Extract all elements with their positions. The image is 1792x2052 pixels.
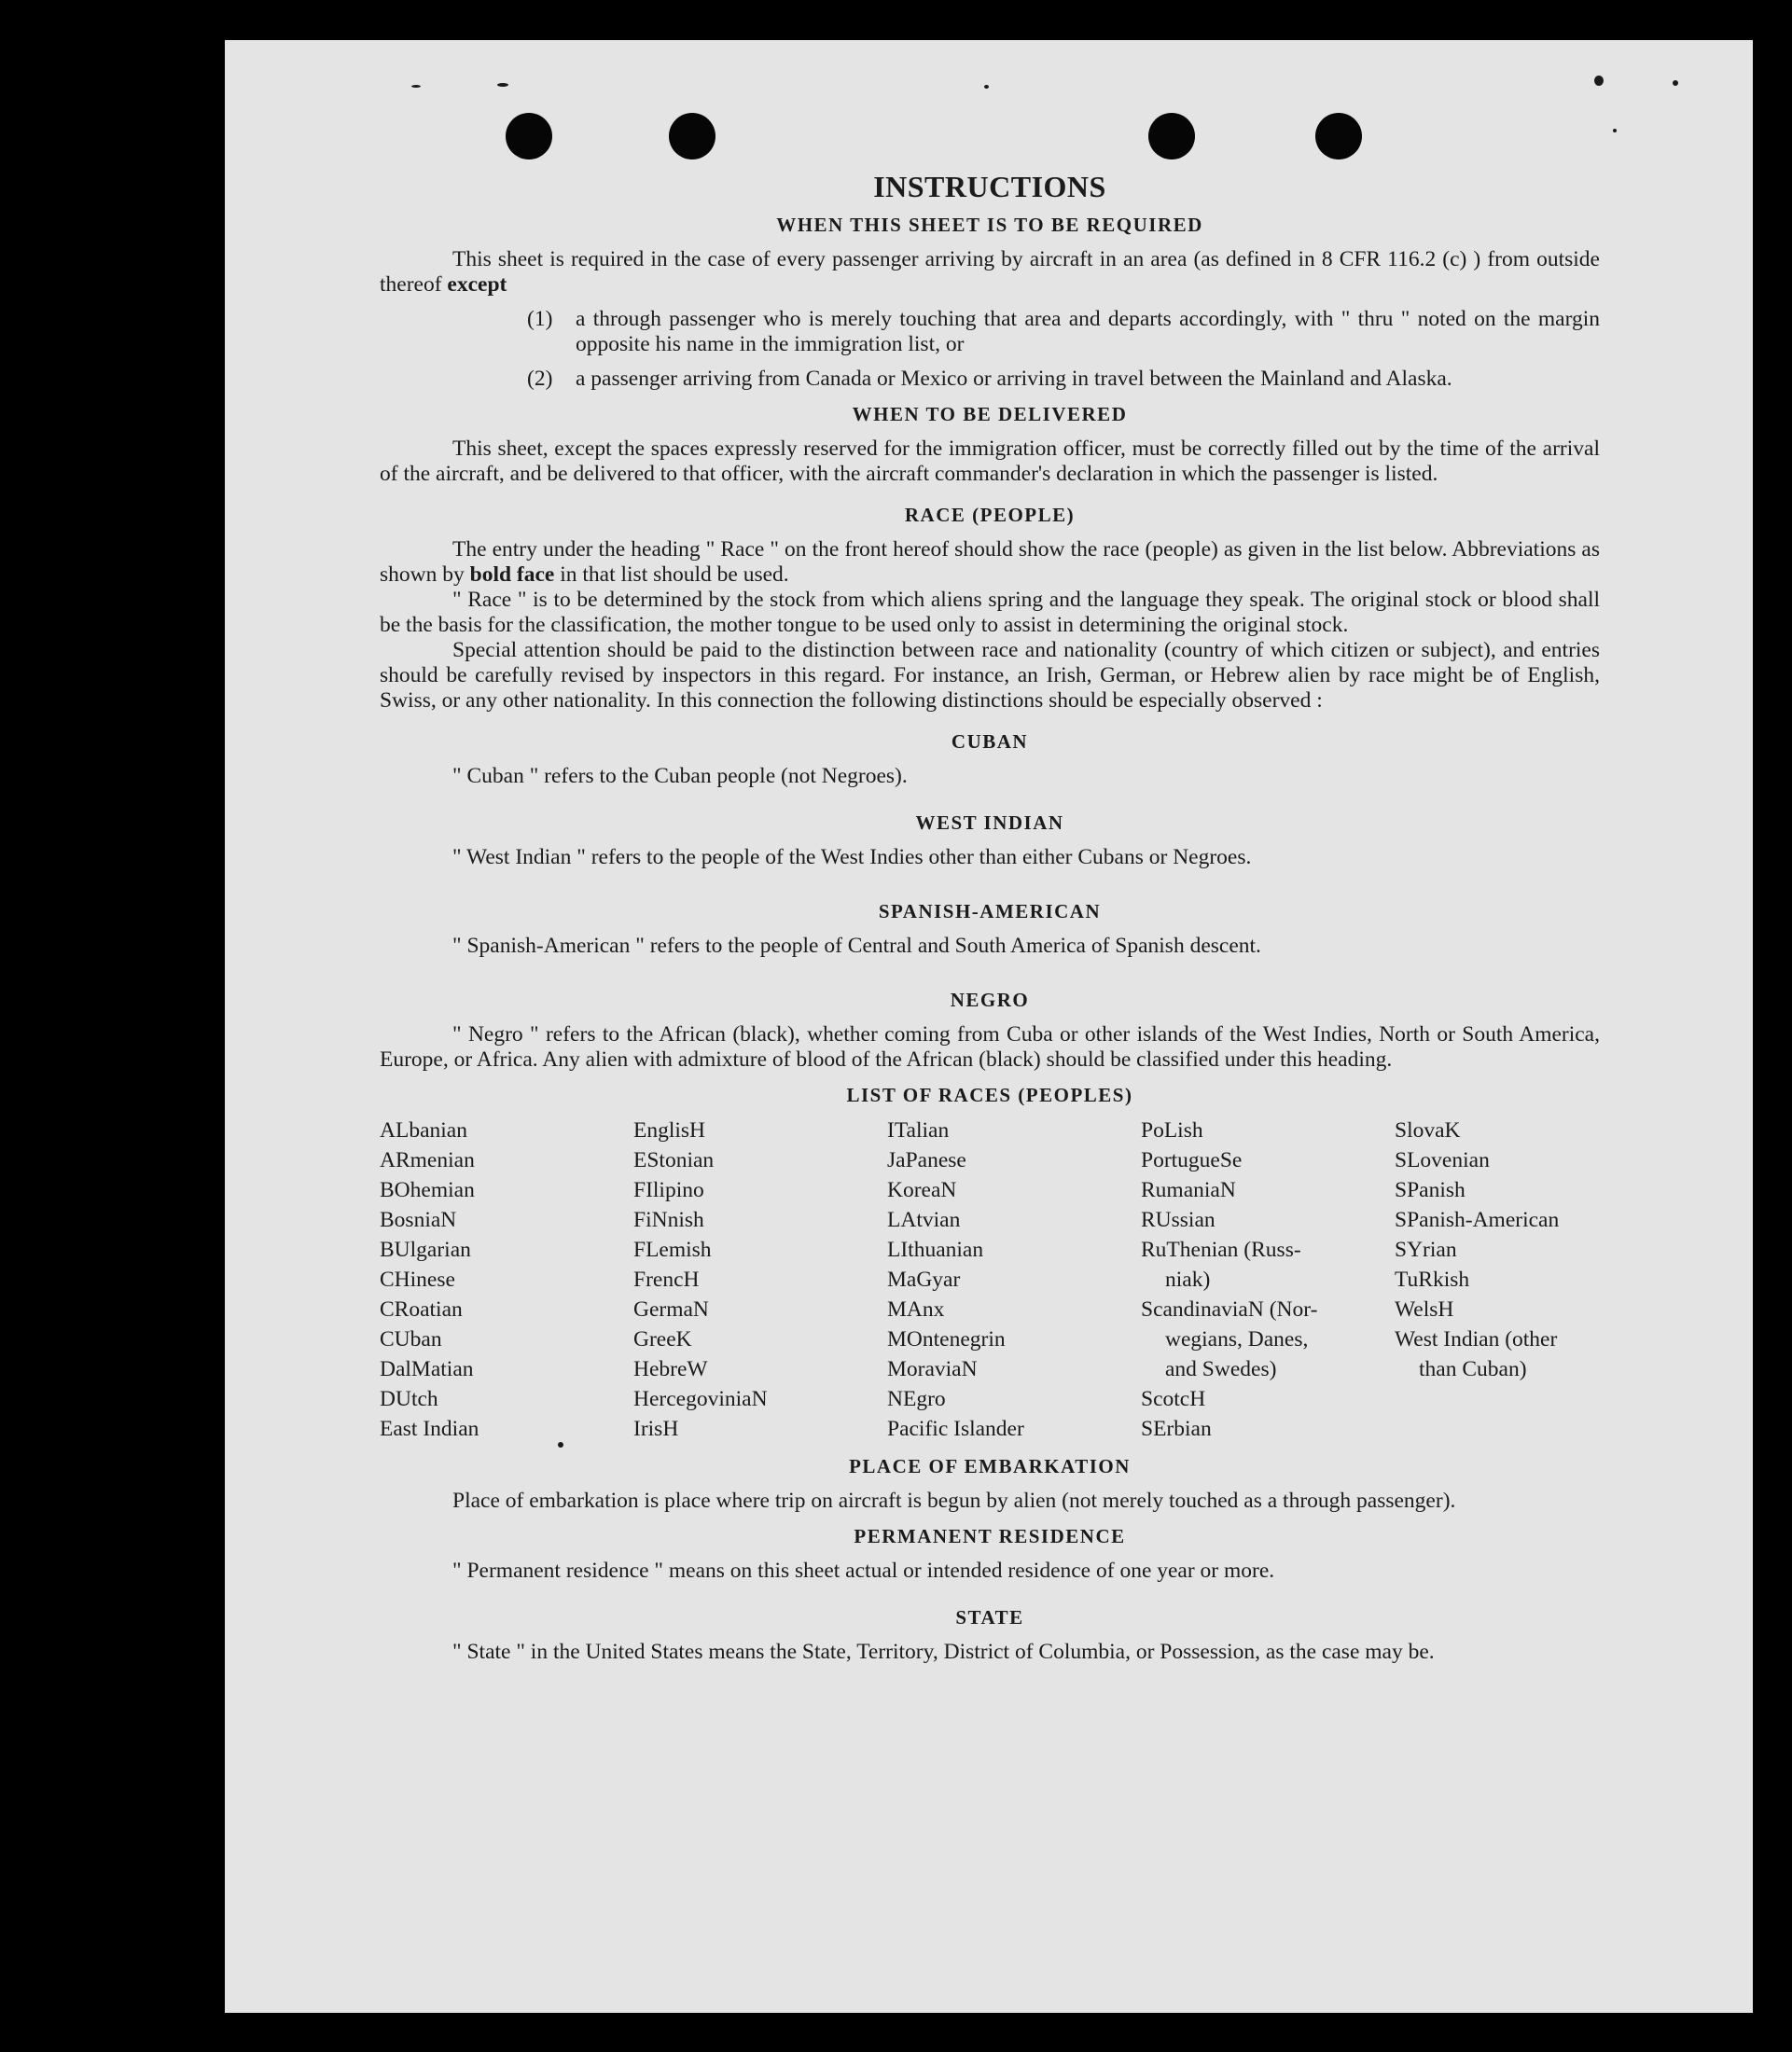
race-entry: SYrian xyxy=(1395,1238,1457,1262)
race-entry: RUssian xyxy=(1141,1208,1216,1232)
punch-hole xyxy=(506,113,552,159)
race-entry: TuRkish xyxy=(1395,1268,1470,1292)
race-entry: LIthuanian xyxy=(887,1238,984,1262)
race-entry: PoLish xyxy=(1141,1118,1203,1143)
races-column-3 xyxy=(887,1116,1141,1444)
punch-hole xyxy=(669,113,715,159)
race-entry: KoreaN xyxy=(887,1178,957,1202)
race-entry: CRoatian xyxy=(380,1297,463,1322)
race-entry: CUban xyxy=(380,1327,442,1352)
punch-hole xyxy=(1315,113,1362,159)
race-entry: SLovenian xyxy=(1395,1148,1490,1172)
race-entry-continued: niak) xyxy=(1165,1268,1211,1292)
races-column-1 xyxy=(380,1116,633,1444)
paragraph-residence: " Permanent residence " means on this sheet actual or intended residence of one year or more. xyxy=(452,1559,1275,1583)
paragraph-when-delivered: This sheet, except the spaces expressly reserved for the immigration officer, must be correctly filled out by the time of the arrival of the aircraft, and be delivered to that officer, with the aircraft commander's declaration in which the passenger is listed. xyxy=(380,437,1600,486)
race-entry: PortugueSe xyxy=(1141,1148,1243,1172)
race-entry: WelsH xyxy=(1395,1297,1454,1322)
paragraph-embarkation: Place of embarkation is place where trip on aircraft is begun by alien (not merely touched as a through passenger). xyxy=(452,1489,1456,1513)
heading-negro: NEGRO xyxy=(950,989,1030,1011)
exception-item-2 xyxy=(527,367,1600,392)
race-entry: FiNnish xyxy=(633,1208,704,1232)
race-entry: ScandinaviaN (Nor- xyxy=(1141,1297,1318,1322)
race-entry-continued: and Swedes) xyxy=(1165,1357,1277,1381)
paragraph-cuban: " Cuban " refers to the Cuban people (not Negroes). xyxy=(452,764,908,788)
race-entry: ALbanian xyxy=(380,1118,467,1143)
race-entry: SlovaK xyxy=(1395,1118,1461,1143)
race-entry: DalMatian xyxy=(380,1357,474,1381)
race-entry: MoraviaN xyxy=(887,1357,978,1381)
paragraph-negro: " Negro " refers to the African (black), whether coming from Cuba or other islands of the West Indies, North or South America, Europe, or Africa. Any alien with admixture of blood of the African (black) should be classified under this heading. xyxy=(380,1022,1600,1072)
race-entry: Pacific Islander xyxy=(887,1417,1024,1441)
races-column-2 xyxy=(633,1116,887,1444)
race-entry: FLemish xyxy=(633,1238,712,1262)
race-entry: RuThenian (Russ- xyxy=(1141,1238,1301,1262)
race-entry: SPanish xyxy=(1395,1178,1466,1202)
race-entry: JaPanese xyxy=(887,1148,966,1172)
race-entry: West Indian (other xyxy=(1395,1327,1558,1352)
scan-speck xyxy=(1594,76,1604,86)
race-entry-continued: than Cuban) xyxy=(1419,1357,1527,1381)
heading-list-of-races: LIST OF RACES (PEOPLES) xyxy=(846,1084,1133,1106)
paragraph-race-2: " Race " is to be determined by the stock from which aliens spring and the language they speak. The original stock or blood shall be the basis for the classification, the mother tongue to be used only to assist in determining the original stock. xyxy=(380,588,1600,637)
item-text: a through passenger who is merely touching that area and departs accordingly, with " thru " noted on the margin opposite his name in the immigration list, or xyxy=(576,307,1600,356)
race-entry: MaGyar xyxy=(887,1268,961,1292)
race-entry: HebreW xyxy=(633,1357,708,1381)
race-entry: EnglisH xyxy=(633,1118,706,1143)
heading-spanish-american: SPANISH-AMERICAN xyxy=(878,900,1102,922)
race-entry: SErbian xyxy=(1141,1417,1212,1441)
race-entry: CHinese xyxy=(380,1268,455,1292)
item-number: (1) xyxy=(527,307,553,331)
paragraph-race-1 xyxy=(380,537,1600,588)
race-entry: BosniaN xyxy=(380,1208,457,1232)
scan-speck xyxy=(984,85,989,89)
scan-speck xyxy=(1673,80,1678,86)
races-column-5 xyxy=(1395,1116,1600,1444)
race-p1-end: in that list should be used. xyxy=(554,562,789,587)
paragraph-race-3: Special attention should be paid to the distinction between race and nationality (country of which citizen or subject), and entries should be carefully revised by inspectors in this regard. For instance, an Irish, German, or Hebrew alien by race might be of English, Swiss, or any other nationality. In this connection the following distinctions should be especially observed : xyxy=(380,638,1600,713)
race-entry: ScotcH xyxy=(1141,1387,1206,1411)
scan-speck xyxy=(411,85,421,88)
heading-west-indian: WEST INDIAN xyxy=(915,811,1064,834)
race-entry: East Indian xyxy=(380,1417,479,1441)
race-entry: ITalian xyxy=(887,1118,950,1143)
race-entry-continued: wegians, Danes, xyxy=(1165,1327,1309,1352)
race-entry: GermaN xyxy=(633,1297,709,1322)
scan-speck xyxy=(1613,129,1617,132)
heading-race: RACE (PEOPLE) xyxy=(904,504,1076,526)
heading-state: STATE xyxy=(955,1606,1024,1629)
race-entry: BUlgarian xyxy=(380,1238,471,1262)
races-list xyxy=(380,1116,1600,1444)
race-entry: SPanish-American xyxy=(1395,1208,1560,1232)
bold-face-text: bold face xyxy=(469,562,555,587)
exception-item-1 xyxy=(527,307,1600,357)
instructions-body xyxy=(380,168,1600,1665)
race-entry: NEgro xyxy=(887,1387,946,1411)
scan-speck xyxy=(497,83,508,87)
heading-when-delivered: WHEN TO BE DELIVERED xyxy=(852,403,1128,425)
punch-hole xyxy=(1148,113,1195,159)
race-entry: FIlipino xyxy=(633,1178,704,1202)
paragraph-when-required xyxy=(380,247,1600,298)
item-text: a passenger arriving from Canada or Mexico or arriving in travel between the Mainland and Alaska. xyxy=(576,367,1452,391)
race-p1-text: The entry under the heading " Race " on the front hereof should show the race (people) as given in the list below. Abbreviations as shown by xyxy=(380,537,1600,587)
race-entry: ARmenian xyxy=(380,1148,475,1172)
race-entry: RumaniaN xyxy=(1141,1178,1236,1202)
race-entry: EStonian xyxy=(633,1148,715,1172)
paragraph-west-indian: " West Indian " refers to the people of the West Indies other than either Cubans or Negroes. xyxy=(452,845,1252,869)
except-bold: except xyxy=(447,272,507,297)
heading-place-of-embarkation: PLACE OF EMBARKATION xyxy=(849,1455,1131,1477)
race-entry: FrencH xyxy=(633,1268,700,1292)
race-entry: MOntenegrin xyxy=(887,1327,1006,1352)
race-entry: MAnx xyxy=(887,1297,945,1322)
paragraph-state: " State " in the United States means the State, Territory, District of Columbia, or Possession, as the case may be. xyxy=(452,1640,1435,1664)
race-entry: BOhemian xyxy=(380,1178,475,1202)
race-entry: HercegoviniaN xyxy=(633,1387,768,1411)
item-number: (2) xyxy=(527,367,553,391)
document-title: INSTRUCTIONS xyxy=(873,170,1106,203)
race-entry: GreeK xyxy=(633,1327,692,1352)
heading-when-required: WHEN THIS SHEET IS TO BE REQUIRED xyxy=(776,214,1203,236)
heading-cuban: CUBAN xyxy=(951,730,1029,753)
races-column-4 xyxy=(1141,1116,1395,1444)
paragraph-spanish-american: " Spanish-American " refers to the people of Central and South America of Spanish descent. xyxy=(452,934,1261,958)
race-entry: LAtvian xyxy=(887,1208,961,1232)
when-required-text: This sheet is required in the case of every passenger arriving by aircraft in an area (as defined in 8 CFR 116.2 (c) ) from outside thereof xyxy=(380,247,1600,297)
race-entry: DUtch xyxy=(380,1387,438,1411)
heading-permanent-residence: PERMANENT RESIDENCE xyxy=(854,1525,1126,1547)
document-page xyxy=(225,40,1753,2013)
race-entry: IrisH xyxy=(633,1417,679,1441)
